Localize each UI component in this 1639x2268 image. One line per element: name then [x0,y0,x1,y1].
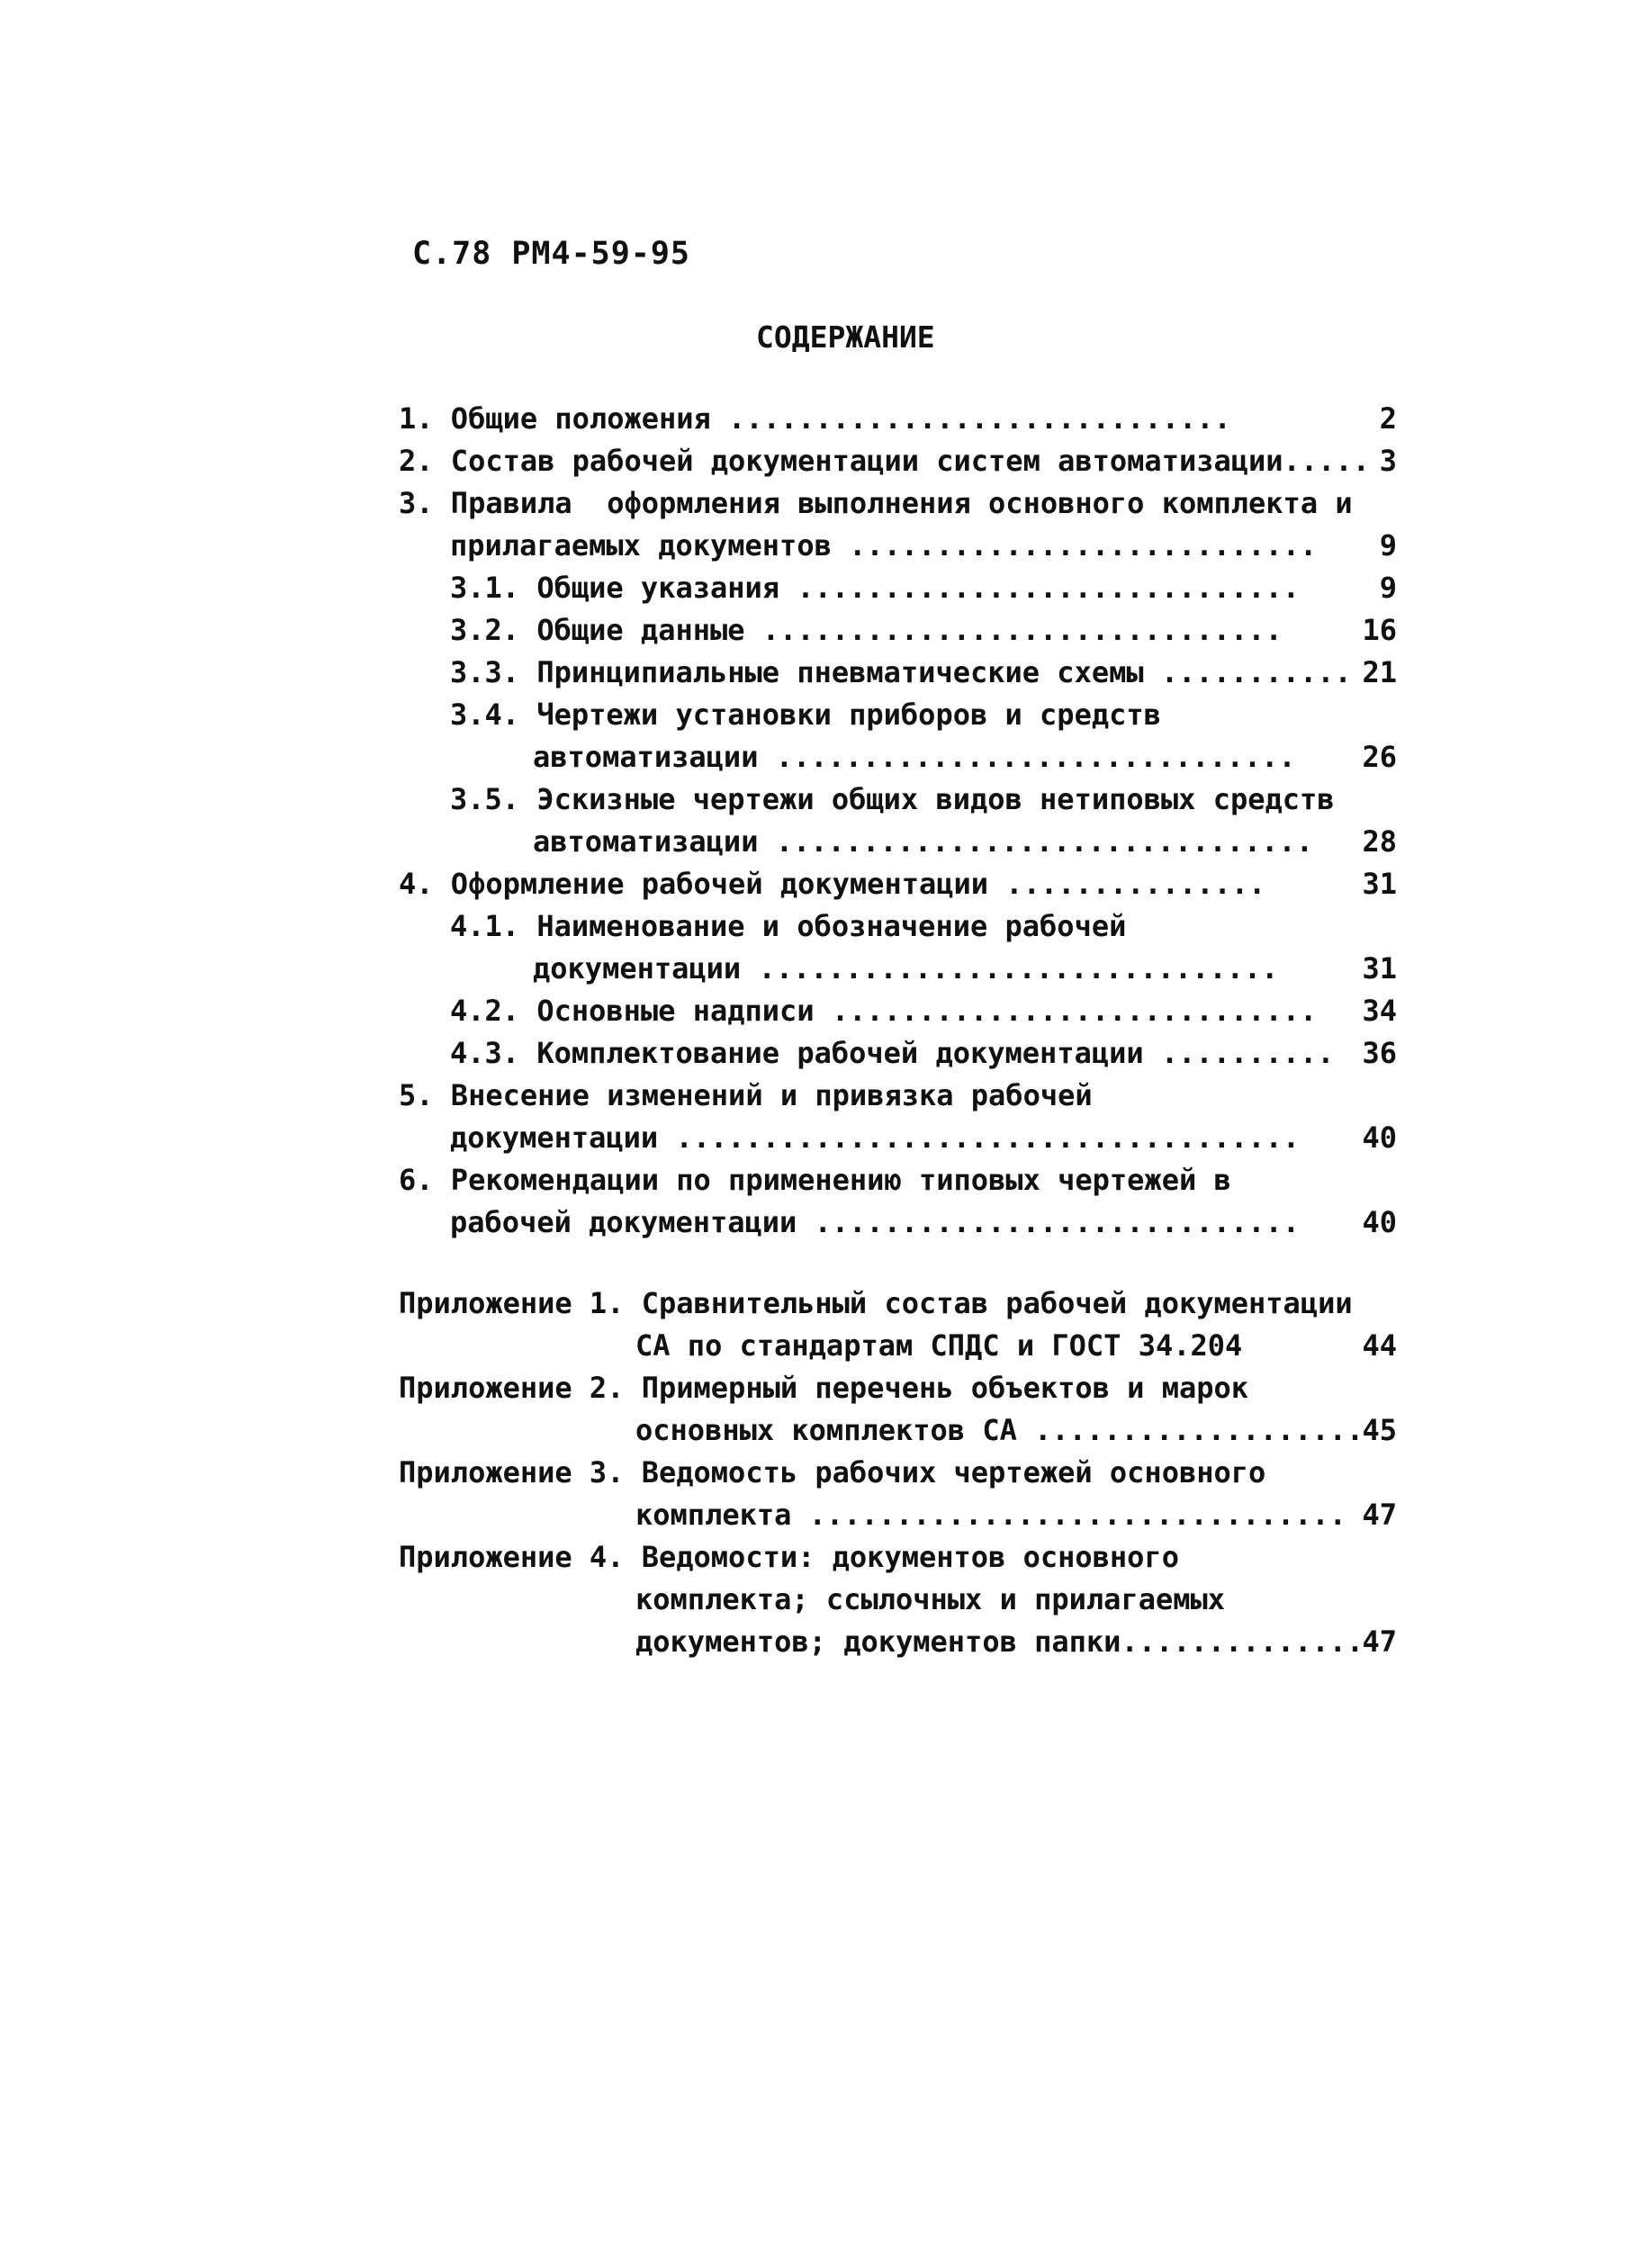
appendix-row [399,1370,1248,1406]
appendix-text: основных комплектов СА ................... [635,1413,1364,1447]
toc-row [450,1120,1300,1156]
toc-page-number: 26 [1362,740,1397,774]
toc-text: 3. Правила оформления выполнения основного комплекта и [399,486,1353,520]
toc-page-number: 9 [1379,528,1397,562]
toc-row [399,485,1353,521]
toc-text: 3.4. Чертежи установки приборов и средств [450,698,1161,732]
toc-row [399,1077,1093,1113]
appendix-text: Приложение 1. Сравнительный состав рабочей документации [399,1286,1353,1320]
toc-text: 6. Рекомендации по применению типовых чертежей в [399,1163,1231,1197]
toc-row [533,824,1313,860]
page-title: СОДЕРЖАНИЕ [756,320,935,355]
appendix-row [635,1497,1346,1533]
toc-row [450,1035,1335,1071]
toc-row [533,950,1278,986]
appendix-page-number: 47 [1362,1624,1397,1659]
toc-row [450,908,1126,944]
toc-page-number: 9 [1379,571,1397,605]
toc-text: 4.1. Наименование и обозначение рабочей [450,909,1127,943]
appendix-row [399,1454,1265,1490]
appendix-page-number: 45 [1362,1413,1397,1447]
appendix-row [635,1581,1225,1617]
toc-page-number: 31 [1362,951,1397,986]
toc-text: 3.5. Эскизные чертежи общих видов нетиповых средств [450,782,1335,816]
toc-text: 1. Общие положения ............................. [399,401,1231,436]
toc-row [399,866,1265,902]
appendix-row [399,1539,1179,1575]
appendix-text: комплекта ............................... [635,1498,1346,1532]
toc-row [450,697,1161,733]
appendix-text: комплекта; ссылочных и прилагаемых [635,1582,1226,1616]
toc-row [399,443,1370,479]
toc-text: 4.3. Комплектование рабочей документации .......... [450,1036,1335,1070]
toc-row [450,527,1317,563]
toc-row [450,781,1335,817]
appendix-row [635,1624,1364,1660]
toc-row [399,1162,1231,1198]
toc-text: 4.2. Основные надписи ............................ [450,994,1318,1028]
page-header: С.78 РМ4-59-95 [412,236,691,272]
toc-row [450,654,1352,690]
appendix-text: Приложение 2. Примерный перечень объектов и марок [399,1371,1249,1405]
toc-row [450,612,1283,648]
toc-page-number: 2 [1379,401,1397,436]
toc-text: 2. Состав рабочей документации систем автоматизации..... [399,444,1370,478]
appendix-text: Приложение 3. Ведомость рабочих чертежей основного [399,1455,1266,1490]
toc-page-number: 31 [1362,867,1397,901]
toc-row [450,993,1317,1029]
appendix-row [399,1285,1353,1321]
toc-page-number: 3 [1379,444,1397,478]
toc-text: документации .................................... [450,1120,1301,1155]
toc-text: 5. Внесение изменений и привязка рабочей [399,1078,1093,1112]
toc-text: 4. Оформление рабочей документации ............... [399,867,1266,901]
toc-row [533,739,1296,775]
toc-page-number: 16 [1362,613,1397,647]
appendix-page-number: 44 [1362,1328,1397,1363]
toc-page-number: 34 [1362,994,1397,1028]
appendix-row [635,1412,1364,1448]
toc-page-number: 21 [1362,655,1397,689]
appendix-page-number: 47 [1362,1498,1397,1532]
toc-page-number: 40 [1362,1120,1397,1155]
appendix-text: СА по стандартам СПДС и ГОСТ 34.204 [635,1328,1243,1363]
toc-row [450,1204,1300,1240]
toc-text: документации .............................. [533,951,1279,986]
toc-row [399,400,1231,436]
toc-text: 3.1. Общие указания ............................. [450,571,1301,605]
toc-text: прилагаемых документов ........................... [450,528,1318,562]
toc-text: 3.2. Общие данные .............................. [450,613,1283,647]
toc-text: рабочей документации ............................ [450,1205,1301,1239]
toc-row [450,570,1300,606]
appendix-text: документов; документов папки.............. [635,1624,1364,1659]
appendix-text: Приложение 4. Ведомости: документов основного [399,1540,1179,1574]
toc-page-number: 28 [1362,824,1397,859]
toc-page-number: 36 [1362,1036,1397,1070]
toc-text: автоматизации .............................. [533,740,1296,774]
appendix-row [635,1328,1242,1364]
toc-text: 3.3. Принципиальные пневматические схемы ........... [450,655,1352,689]
toc-page-number: 40 [1362,1205,1397,1239]
toc-text: автоматизации ............................... [533,824,1313,859]
